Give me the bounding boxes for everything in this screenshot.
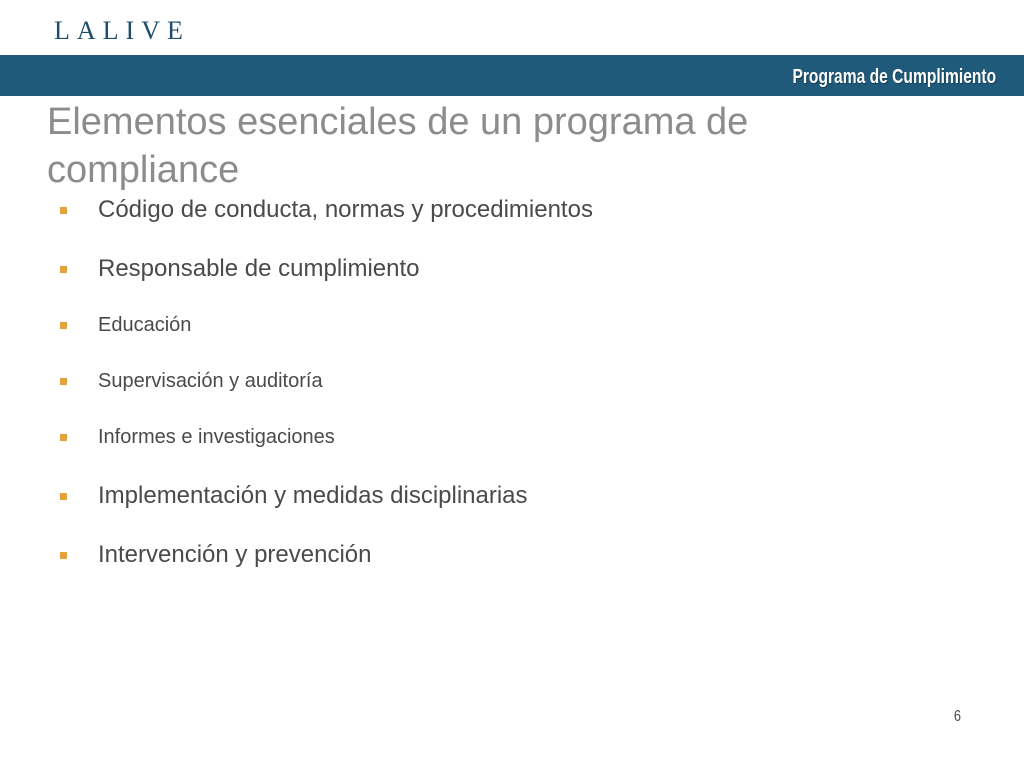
bullet-item [60, 314, 191, 337]
bullet-item [60, 426, 335, 449]
bullet-text: Código de conducta, normas y procedimientos [98, 196, 593, 223]
bullet-item [60, 370, 323, 393]
bullet-square-icon [60, 266, 67, 273]
page-number: 6 [953, 708, 962, 725]
bullet-text: Informes e investigaciones [98, 426, 335, 448]
bullet-item [60, 541, 372, 569]
bullet-square-icon [60, 207, 67, 214]
bullet-square-icon [60, 493, 67, 500]
bullet-text: Supervisación y auditoría [98, 370, 323, 392]
bullet-item [60, 482, 528, 510]
bullet-text: Responsable de cumplimiento [98, 255, 420, 282]
slide-title: Elementos esenciales de un programa de compliance [47, 101, 749, 191]
bullet-text: Implementación y medidas disciplinarias [98, 482, 528, 509]
bullet-square-icon [60, 552, 67, 559]
bullet-item [60, 196, 593, 224]
bullet-text: Educación [98, 314, 192, 336]
program-label: Programa de Cumplimiento [792, 66, 996, 88]
bullet-square-icon [60, 378, 67, 385]
bullet-item [60, 255, 420, 283]
bullet-square-icon [60, 322, 67, 329]
bullet-square-icon [60, 434, 67, 441]
bullet-text: Intervención y prevención [98, 541, 372, 568]
lalive-logo: LALIVE [54, 16, 190, 45]
